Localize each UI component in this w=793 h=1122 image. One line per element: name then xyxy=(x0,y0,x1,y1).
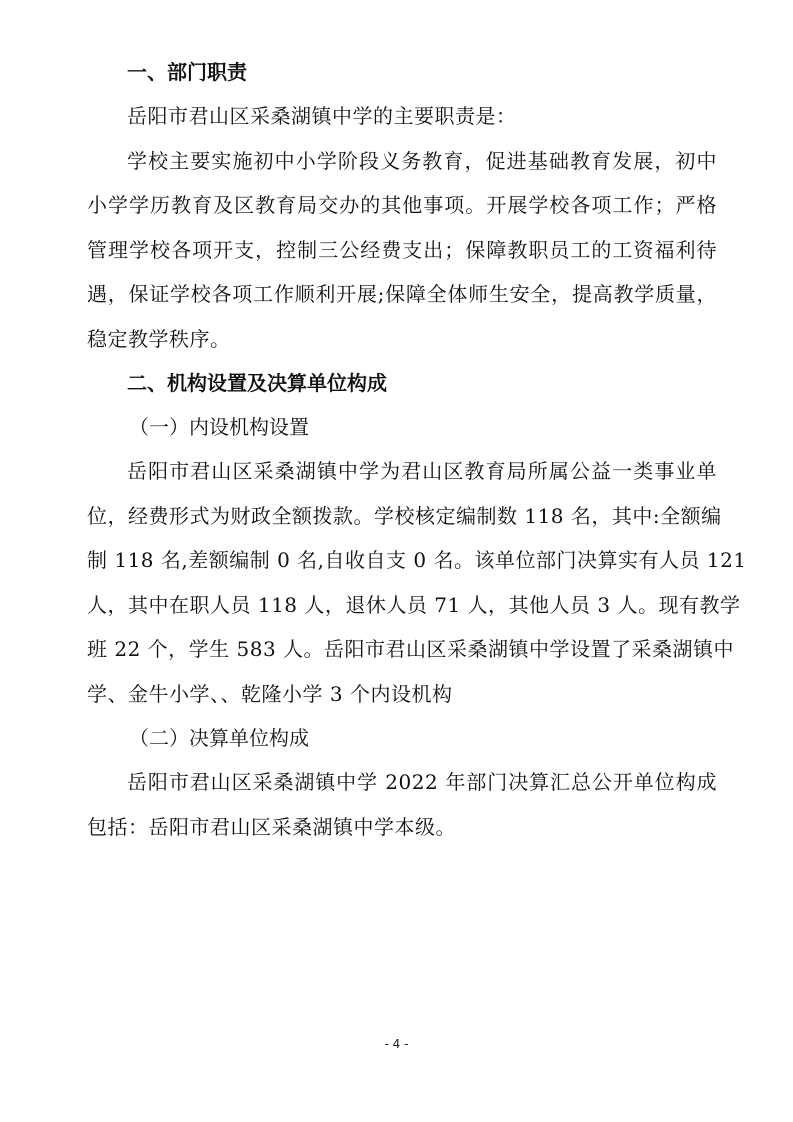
text-line: 学、金牛小学、、乾隆小学 3 个内设机构 xyxy=(87,681,453,706)
text-line: 管理学校各项开支，控制三公经费支出；保障教职员工的工资福利待 xyxy=(87,237,717,262)
text-line: 包括：岳阳市君山区采桑湖镇中学本级。 xyxy=(87,814,456,839)
section-heading-2: 二、机构设置及决算单位构成 xyxy=(127,371,387,395)
text-line: 制 118 名,差额编制 0 名,自收自支 0 名。该单位部门决算实有人员 121 xyxy=(87,548,747,572)
text-line: 位，经费形式为财政全额拨款。学校核定编制数 118 名，其中:全额编 xyxy=(87,503,722,528)
text-line: 稳定教学秩序。 xyxy=(87,326,231,351)
text-line: 岳阳市君山区采桑湖镇中学的主要职责是： xyxy=(127,104,517,128)
text-line: 班 22 个，学生 583 人。岳阳市君山区采桑湖镇中学设置了采桑湖镇中 xyxy=(87,637,735,661)
text-line: 学校主要实施初中小学阶段义务教育，促进基础教育发展，初中 xyxy=(127,148,717,173)
text-line: 岳阳市君山区采桑湖镇中学 2022 年部门决算汇总公开单位构成 xyxy=(127,770,717,794)
section-1-intro xyxy=(87,94,717,139)
section-heading-1: 一、部门职责 xyxy=(127,60,247,84)
text-line: 小学学历教育及区教育局交办的其他事项。开展学校各项工作；严格 xyxy=(87,193,717,217)
subsection-heading-2: （二）决算单位构成 xyxy=(129,726,309,750)
text-line: 遇，保证学校各项工作顺利开展;保障全体师生安全，提高教学质量， xyxy=(87,282,717,306)
text-line: 岳阳市君山区采桑湖镇中学为君山区教育局所属公益一类事业单 xyxy=(127,459,717,483)
section-1-body xyxy=(87,139,717,362)
subsection-1-body xyxy=(87,449,747,716)
text-line: 人，其中在职人员 118 人，退休人员 71 人，其他人员 3 人。现有教学 xyxy=(87,592,741,617)
subsection-heading-1: （一）内设机构设置 xyxy=(129,415,309,439)
page-content xyxy=(87,50,747,849)
subsection-2-body xyxy=(87,760,717,849)
page-number: - 4 - xyxy=(384,1037,409,1051)
